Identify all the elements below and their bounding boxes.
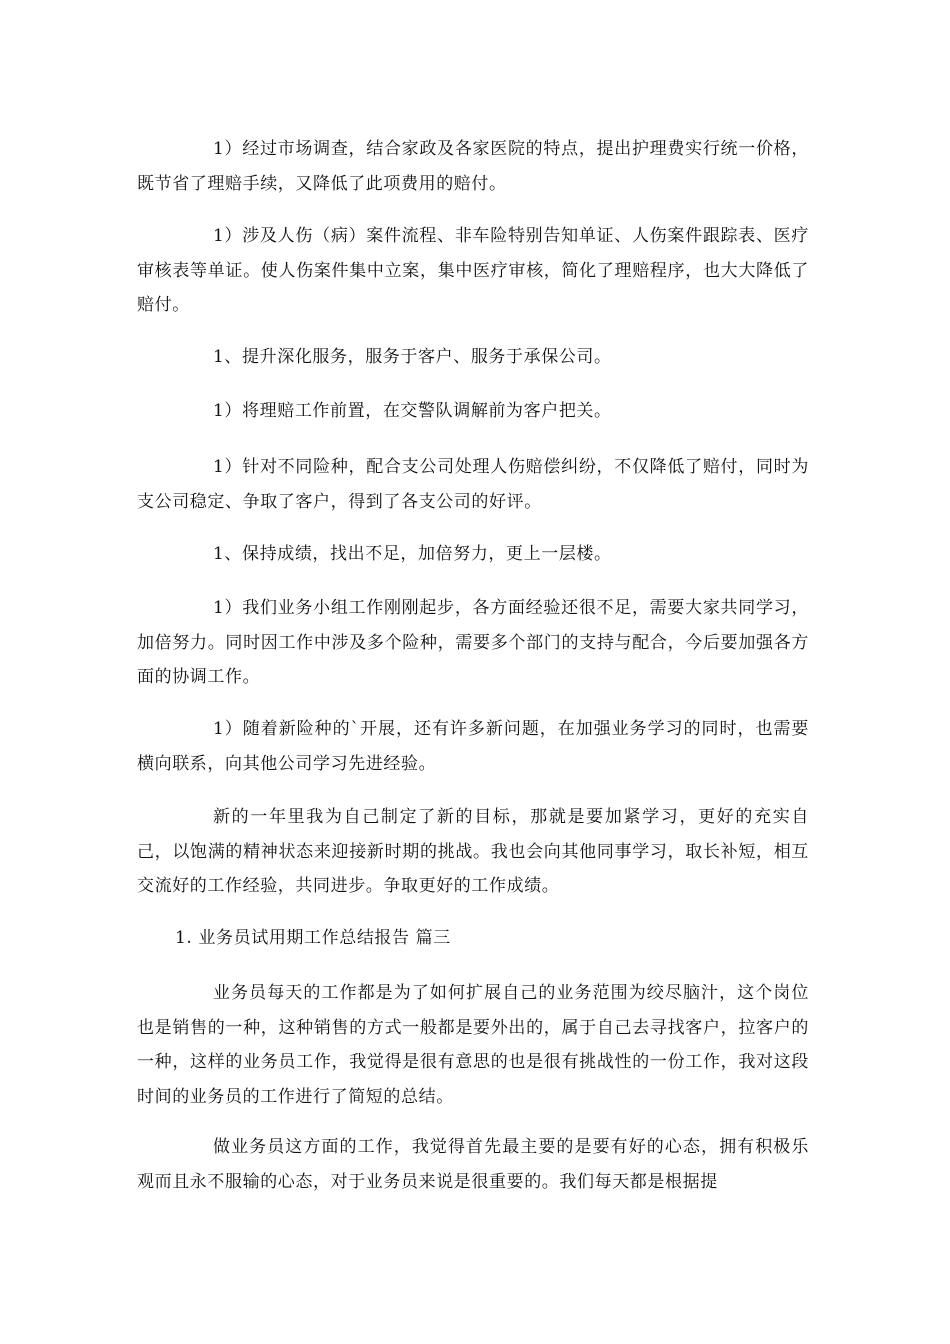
paragraph-claims-front: 1）将理赔工作前置，在交警队调解前为客户把关。 [213, 401, 612, 421]
paragraph-injury-process: 1）涉及人伤（病）案件流程、非车险特别告知单证、人伤案件跟踪表、医疗审核表等单证。使人伤案件集中立案，集中医疗审核，简化了理赔程序，也大大降低了赔付。 [137, 226, 809, 315]
paragraph-salesman-daily: 业务员每天的工作都是为了如何扩展自己的业务范围为绞尽脑汁，这个岗位也是销售的一种，这种销售的方式一般都是要外出的，属于自己去寻找客户，拉客户的一种，这样的业务员工作，我觉得是很有意思的也是很有挑战性的一份工作，我对这段时间的业务员的工作进行了简短的总结。 [137, 983, 809, 1107]
paragraph-new-insurance: 1）随着新险种的`开展，还有许多新问题，在加强业务学习的同时，也需要横向联系，向其他公司学习先进经验。 [137, 719, 809, 774]
paragraph-deepen-service: 1、提升深化服务，服务于客户、服务于承保公司。 [213, 347, 612, 367]
section-heading: 1. 业务员试用期工作总结报告 篇三 [175, 928, 451, 948]
paragraph-keep-results: 1、保持成绩，找出不足，加倍努力，更上一层楼。 [213, 544, 612, 564]
paragraph-new-year-goal: 新的一年里我为自己制定了新的目标，那就是要加紧学习，更好的充实自己，以饱满的精神状态来迎接新时期的挑战。我也会向其他同事学习，取长补短，相互交流好的工作经验，共同进步。争取更好的工作成绩。 [137, 807, 809, 896]
paragraph-dispute-handling: 1）针对不同险种，配合支公司处理人伤赔偿纠纷，不仅降低了赔付，同时为支公司稳定、争取了客户，得到了各支公司的好评。 [137, 457, 809, 512]
paragraph-nursing-fee: 1）经过市场调查，结合家政及各家医院的特点，提出护理费实行统一价格，既节省了理赔手续，又降低了此项费用的赔付。 [137, 139, 809, 194]
paragraph-salesman-mindset: 做业务员这方面的工作，我觉得首先最主要的是要有好的心态，拥有积极乐观而且永不服输的心态，对于业务员来说是很重要的。我们每天都是根据提 [137, 1137, 809, 1192]
paragraph-team-start: 1）我们业务小组工作刚刚起步，各方面经验还很不足，需要大家共同学习，加倍努力。同时因工作中涉及多个险种，需要多个部门的支持与配合，今后要加强各方面的协调工作。 [137, 598, 809, 687]
